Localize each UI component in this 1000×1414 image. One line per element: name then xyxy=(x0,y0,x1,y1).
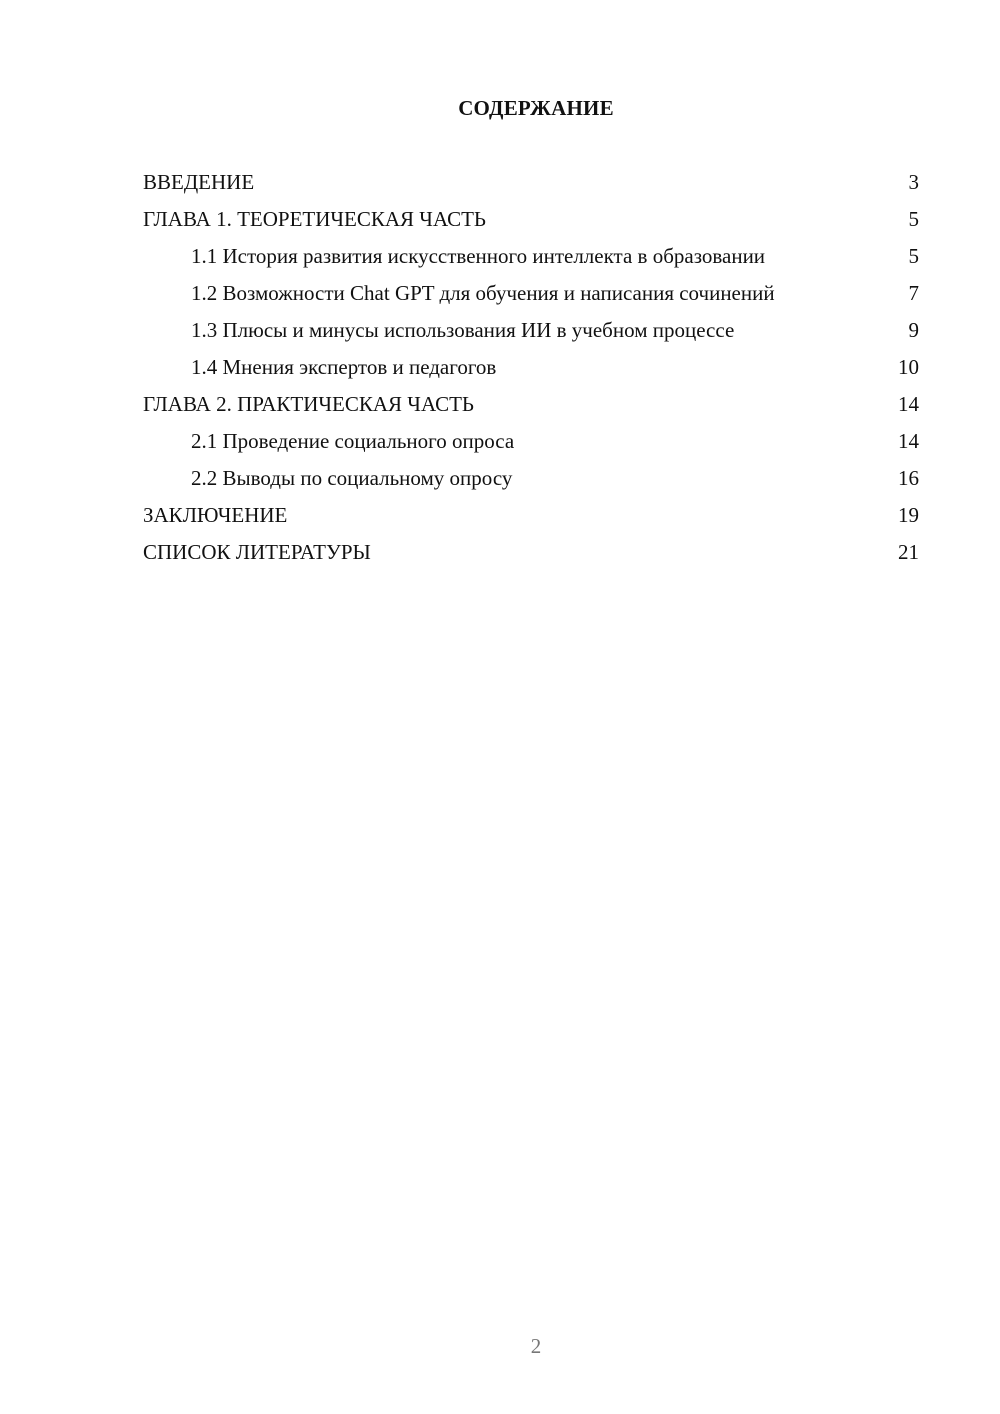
toc-entry-section-2-2[interactable] xyxy=(143,465,919,491)
toc-entry-label: 1.1 История развития искусственного интеллекта в образовании xyxy=(191,244,766,268)
toc-entry-page: 21 xyxy=(898,540,919,564)
toc-entry-label: ГЛАВА 2. ПРАКТИЧЕСКАЯ ЧАСТЬ xyxy=(143,392,474,416)
toc-entry-section-1-2[interactable] xyxy=(143,280,919,306)
page-title: СОДЕРЖАНИЕ xyxy=(458,96,614,120)
toc-entry-label: 1.2 Возможности Chat GPT для обучения и написания сочинений xyxy=(191,281,775,305)
toc-entry-section-1-3[interactable] xyxy=(143,317,919,343)
toc-entry-label: СПИСОК ЛИТЕРАТУРЫ xyxy=(143,540,371,564)
toc-entry-page: 7 xyxy=(908,281,919,305)
toc-entry-label: ГЛАВА 1. ТЕОРЕТИЧЕСКАЯ ЧАСТЬ xyxy=(143,207,486,231)
toc-entry-section-1-4[interactable] xyxy=(143,354,919,380)
toc-entry-label: 2.1 Проведение социального опроса xyxy=(191,429,515,453)
table-of-contents xyxy=(143,169,919,576)
toc-entry-section-2-1[interactable] xyxy=(143,428,919,454)
toc-entry-page: 14 xyxy=(898,429,919,453)
toc-entry-label: ВВЕДЕНИЕ xyxy=(143,170,255,194)
toc-entry-label: 1.3 Плюсы и минусы использования ИИ в учебном процессе xyxy=(191,318,735,342)
page-number: 2 xyxy=(530,1334,542,1358)
toc-entry-label: ЗАКЛЮЧЕНИЕ xyxy=(143,503,288,527)
toc-entry-introduction[interactable] xyxy=(143,169,919,195)
toc-entry-section-1-1[interactable] xyxy=(143,243,919,269)
toc-entry-page: 9 xyxy=(908,318,919,342)
toc-entry-label: 1.4 Мнения экспертов и педагогов xyxy=(191,355,497,379)
toc-entry-page: 10 xyxy=(898,355,919,379)
toc-entry-page: 14 xyxy=(898,392,919,416)
toc-entry-page: 19 xyxy=(898,503,919,527)
toc-entry-page: 5 xyxy=(908,244,919,268)
toc-entry-page: 3 xyxy=(908,170,919,194)
toc-entry-page: 16 xyxy=(898,466,919,490)
toc-entry-page: 5 xyxy=(908,207,919,231)
toc-entry-label: 2.2 Выводы по социальному опросу xyxy=(191,466,513,490)
toc-entry-references[interactable] xyxy=(143,539,919,565)
toc-entry-chapter-2[interactable] xyxy=(143,391,919,417)
toc-entry-conclusion[interactable] xyxy=(143,502,919,528)
toc-entry-chapter-1[interactable] xyxy=(143,206,919,232)
